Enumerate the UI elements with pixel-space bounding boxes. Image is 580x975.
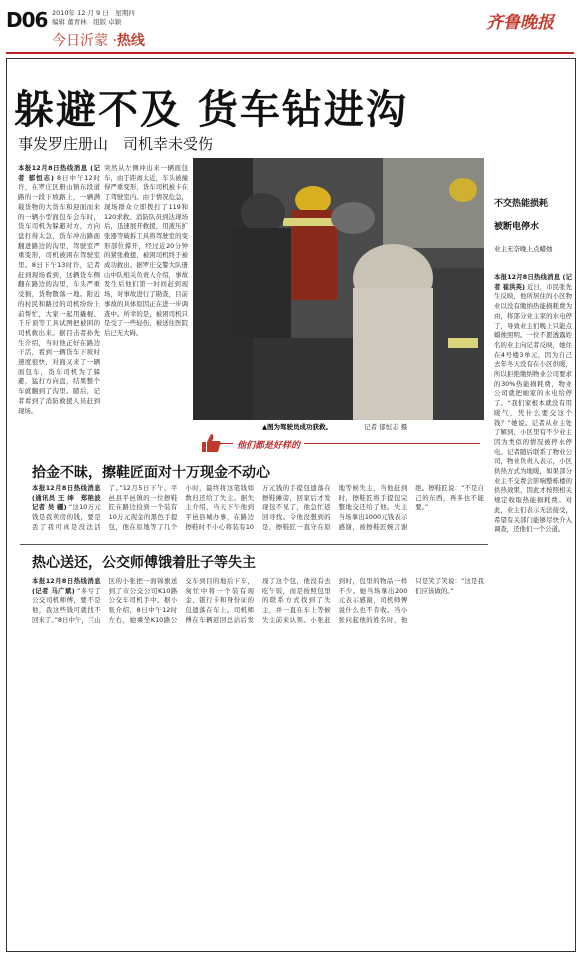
section-banner: 他们都是好样的	[233, 438, 304, 451]
story3-text: “多亏了公交司机师傅，要不是他，我这些钱可就找不回来了。”8日中午，兰山区的小张把一面锦旗送到了市公交公司K10路公交车司机手中。据小张介绍，8日中午12时左右，她乘坐K10路公交车到目的地后下车，匆忙中将一个装有现金、银行卡和身份证的包遗落在车上。司机师傅在车辆返回总站后发现了这个包，他没有去吃午饭，而是按照包里的联系方式找到了失主，并一直在车上等候失主前来认领。小张赶到时，包里的物品一样不少。她当场拿出200元表示感谢，司机师傅说什么也不肯收。当小张问起他的姓名时，他只是笑了笑说：“这是我们应该做的。”	[32, 577, 484, 624]
right-story-title-1: 不交热能损耗	[494, 199, 549, 209]
main-body-2: 突然从左侧冲出来一辆面包车，由于距离太近，车头被撞得严重变形，货车司机被卡在了驾驶室内。由于情况危急，现场群众立即拨打了119和120求救。消防队员到达现场后，迅速展开救援，用液压扩张器等破拆工具将驾驶室的变形部位撑开，经过近20分钟的紧张救援，被困司机终于被成功救出。据罗庄交警大队册山中队相关负责人介绍，事故发生后他们第一时间赶到现场，对事故进行了勘查，目前事故的具体原因正在进一步调查中。所幸的是，被困司机只是受了一些轻伤，被送往医院后已无大碍。	[104, 164, 188, 337]
story3-reporter: (记者 马广斌)	[32, 586, 75, 595]
right-story-subtitle: 业主无奈晚上点蜡烛	[494, 245, 553, 253]
right-story-text: 近日，市民张先生反映，他所居住的小区物业以没有缴纳热能损耗费为由，将部分业主家的水电停了，导致业主们晚上只能点蜡烛照明。一位不愿透露姓名的业主向记者反映，她住在4号楼3单元，因为自己去年冬天没有在小区供暖，所以拒绝缴纳物业公司要求的30%热能损耗费，物业公司就把她家的水电给停了。“我们家根本就没有用暖气，凭什么要交这个钱？”她说。记者从业主处了解到，小区里有不少业主因为类似的情况被停水停电。记者随后联系了物业公司，物业负责人表示，小区供热方式为地暖，如果部分业主不交费会影响整栋楼的供热效果，因此才按照相关规定收取热能损耗费。对此，业主们表示无法接受，希望有关部门能够尽快介入调查，还他们一个公道。	[494, 282, 572, 534]
header-rule	[6, 52, 574, 54]
story3-dateline: 本报12月8日热线消息	[32, 577, 101, 585]
right-story-body	[494, 273, 572, 793]
newspaper-logo: 齐鲁晚报	[486, 13, 554, 33]
right-story-dateline: 本报12月8日热线消息	[494, 273, 561, 281]
section-name: 热线	[116, 33, 145, 49]
right-column-story	[494, 158, 572, 793]
main-story-col1	[18, 164, 100, 418]
main-subhead: 事发罗庄册山 司机幸未受伤	[18, 135, 214, 153]
page-number: D06	[6, 8, 48, 32]
date-line: 2010年 12 月 9 日 星期四	[52, 9, 135, 17]
story2-body	[32, 484, 484, 542]
story3-body	[32, 577, 484, 655]
main-dateline: 本报12月8日热线消息	[18, 164, 88, 172]
right-story-reporter: (记者 崔洪英)	[494, 273, 572, 291]
main-headline: 躲避不及 货车钻进沟	[14, 87, 408, 133]
right-story-title-2: 被断电停水	[494, 222, 540, 232]
rescue-photo-image	[193, 158, 484, 420]
header-meta	[52, 9, 135, 27]
section-divider	[20, 544, 488, 545]
rescue-photo	[193, 158, 484, 420]
story2-reporter: (通讯员 王 绅 郑艳波 记者 吴 疆)	[32, 493, 108, 512]
photo-caption	[262, 422, 407, 431]
thumbs-up-icon	[199, 432, 223, 454]
story2-title: 拾金不昧，擦鞋匠面对十万现金不动心	[32, 465, 270, 481]
photo-credit: 记者 郁恒志 摄	[364, 423, 408, 431]
story2-text: “这10万元钱是我卖房的钱，要是丢了我可真是没法活了。”12月5日下午，平邑县平邑镇的一位擦鞋匠在路边捡到一个装有10万元现金的黑色手提包，他在原地等了几个小时，最终将这笔钱如数归还给了失主。据失主介绍，当天下午他到平邑县城办事，在路边擦鞋时不小心将装有10万元钱的手提包遗落在擦鞋摊旁，回家后才发现包不见了，他急忙返回寻找。令他没想到的是，擦鞋匠一直守在原地等候失主，当他赶到时，擦鞋匠将手提包完整地交还给了他。失主当场拿出1000元钱表示感谢，被擦鞋匠婉言谢绝。擦鞋匠说：“不是自己的东西，再多也不能要。”	[32, 484, 484, 531]
section-label	[52, 30, 145, 50]
story2-dateline: 本报12月8日热线消息	[32, 484, 101, 492]
section-prefix: 今日沂蒙 ·	[52, 33, 117, 49]
main-story-col2	[104, 164, 188, 434]
photo-caption-text: ▲图为驾驶员成功获救。	[262, 423, 332, 431]
editor-line: 编辑 董青林 组版 卓颖	[52, 18, 122, 26]
main-body-1: 8日中午12时许，在罗庄区册山镇东段道路的一段下坡路上，一辆满载货物的大货车和迎面而来的一辆小型面包车会车时，货车司机为躲避对方，方向盘打得太急，货车冲出路面翻进路边的沟里，驾驶室严重变形，司机被困在驾驶室里。8日下午13时许，记者赶到现场看到，这辆货车侧翻在路边的沟里，车头严重受损，货物散落一地。附近的村民和路过的司机纷纷上前帮忙，大家一起用撬棍、千斤顶等工具试图把被困的司机救出来。据目击者孙先生介绍，当时他正好在路边干活，看到一辆货车下坡时速度很快，对面又来了一辆面包车，货车司机为了躲避，猛打方向盘，结果整个车就翻到了沟里。随后，记者看到了消防救援人员赶到现场。	[18, 173, 100, 415]
story3-title: 热心送还，公交师傅饿着肚子等失主	[32, 555, 256, 571]
main-reporter: (记者 郁恒志)	[18, 164, 100, 182]
